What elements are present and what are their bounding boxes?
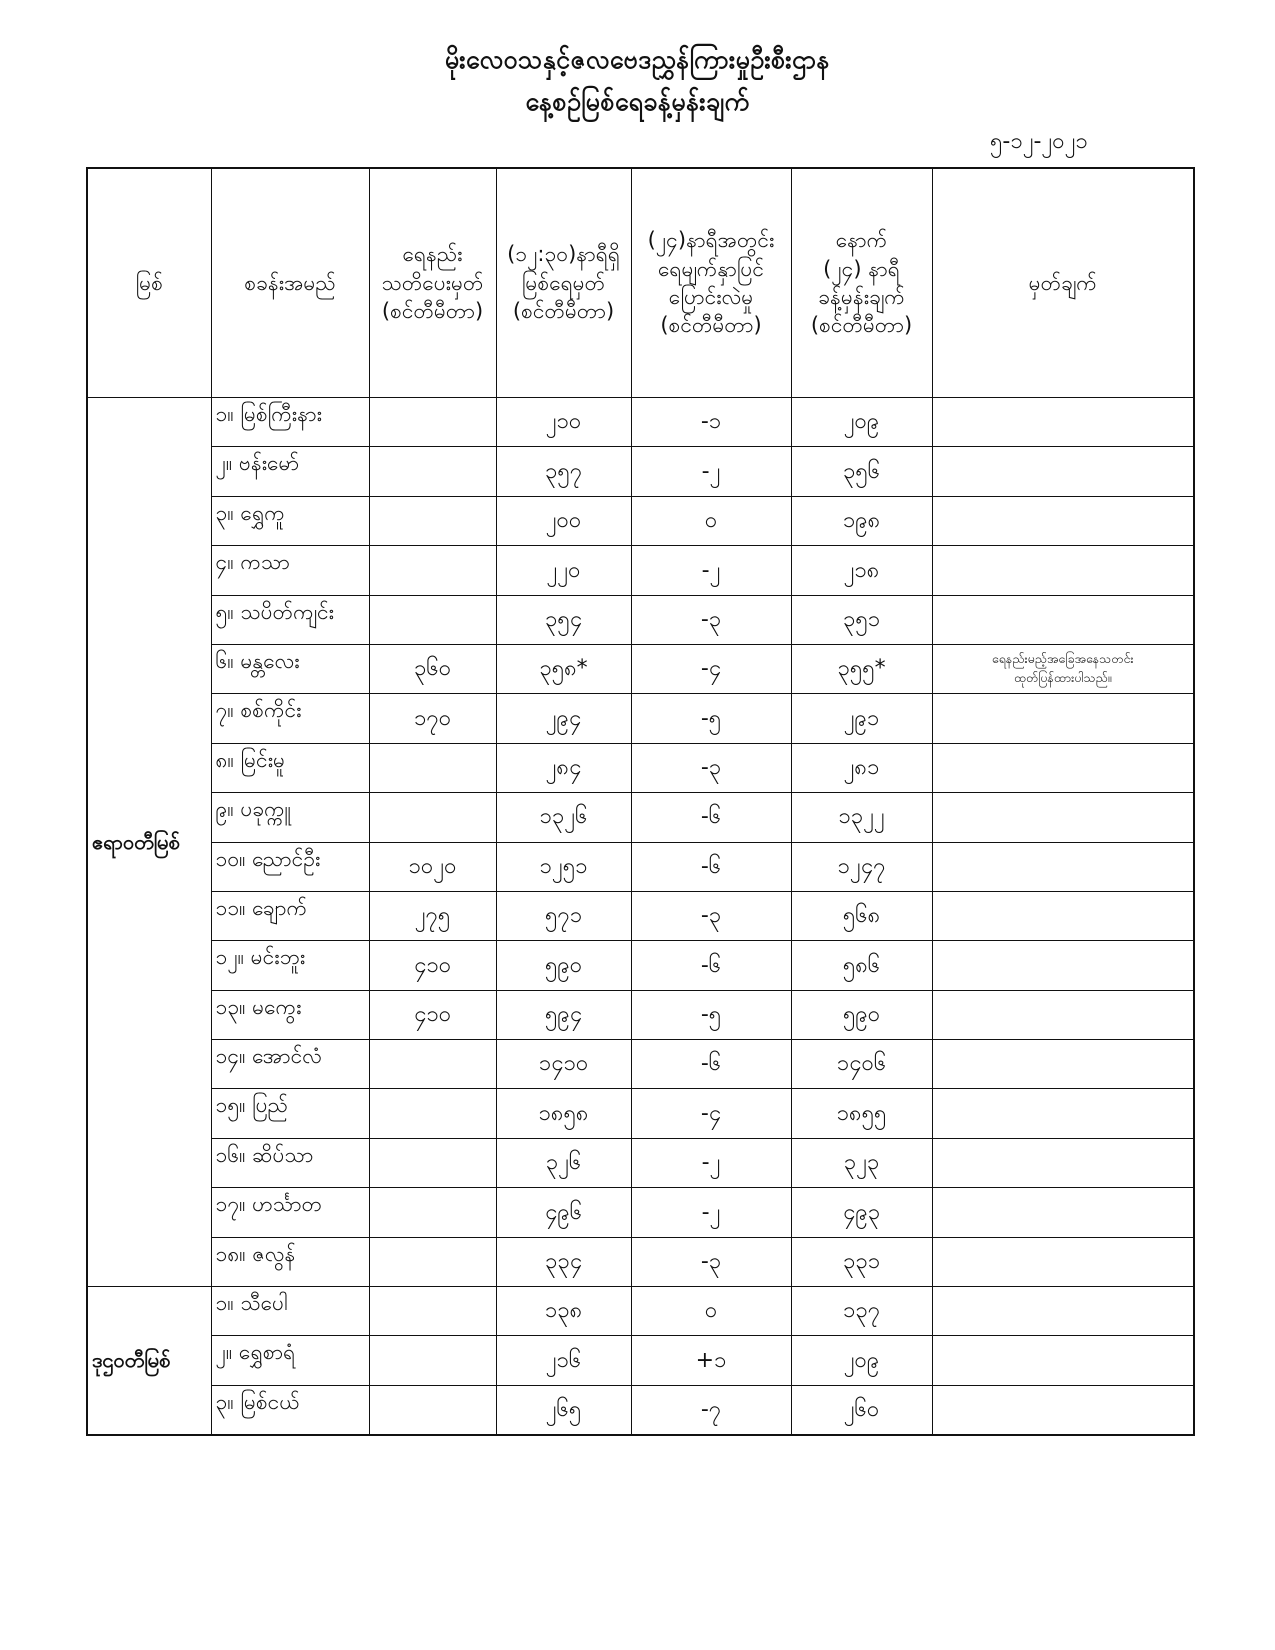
danger-level-cell	[369, 793, 496, 842]
table-row	[87, 1287, 1194, 1336]
header-remark: မှတ်ချက်	[932, 168, 1194, 398]
danger-level-cell	[369, 1385, 496, 1435]
change-cell: -၃	[631, 891, 791, 940]
station-cell: ၈။ မြင်းမူ	[211, 743, 369, 792]
remark-cell	[932, 1336, 1194, 1385]
remark-line: ရေနည်းမည့်အခြေအနေသတင်း	[991, 651, 1134, 667]
remark-cell	[932, 842, 1194, 891]
table-row	[87, 941, 1194, 990]
water-level-cell: ၅၉၄	[496, 990, 631, 1039]
water-level-cell: ၁၃၈	[496, 1287, 631, 1336]
water-level-cell: ၁၈၅၈	[496, 1089, 631, 1138]
header-river: မြစ်	[87, 168, 211, 398]
station-cell: ၁၆။ ဆိပ်သာ	[211, 1138, 369, 1187]
header-change: (၂၄)နာရီအတွင်း ရေမျက်နှာပြင် ပြောင်းလဲမှု (စင်တီမီတာ)	[631, 168, 791, 398]
change-cell: -၃	[631, 595, 791, 644]
station-cell: ၁၈။ ဇလွန်	[211, 1237, 369, 1286]
table-row	[87, 694, 1194, 743]
forecast-cell: ၄၉၃	[791, 1188, 932, 1237]
change-cell: -၆	[631, 941, 791, 990]
station-cell: ၄။ ကသာ	[211, 546, 369, 595]
water-level-cell: ၂၂၀	[496, 546, 631, 595]
remark-cell	[932, 1385, 1194, 1435]
station-cell: ၁၂။ မင်းဘူး	[211, 941, 369, 990]
table-row	[87, 1237, 1194, 1286]
table-row	[87, 1040, 1194, 1089]
danger-level-cell	[369, 1089, 496, 1138]
station-cell: ၁၇။ ဟင်္သာတ	[211, 1188, 369, 1237]
danger-level-cell	[369, 447, 496, 496]
table-row	[87, 595, 1194, 644]
remark-cell	[932, 447, 1194, 496]
remark-cell	[932, 694, 1194, 743]
station-cell: ၁၄။ အောင်လံ	[211, 1040, 369, 1089]
danger-level-cell	[369, 1188, 496, 1237]
table-row	[87, 1336, 1194, 1385]
change-cell: -၆	[631, 1040, 791, 1089]
water-level-cell: ၃၃၄	[496, 1237, 631, 1286]
water-level-cell: ၅၇၁	[496, 891, 631, 940]
remark-cell	[932, 990, 1194, 1039]
table-row	[87, 990, 1194, 1039]
change-cell: -၂	[631, 1188, 791, 1237]
forecast-cell: ၁၃၇	[791, 1287, 932, 1336]
remark-cell	[932, 1089, 1194, 1138]
table-body	[87, 398, 1194, 1436]
danger-level-cell	[369, 1336, 496, 1385]
forecast-cell: ၁၈၅၅	[791, 1089, 932, 1138]
document-date: ၅-၁၂-၂၀၂၁	[990, 129, 1088, 154]
document-subtitle: နေ့စဉ်မြစ်ရေခန့်မှန်းချက်	[525, 87, 750, 116]
change-cell: ၀	[631, 1287, 791, 1336]
forecast-cell: ၅၆၈	[791, 891, 932, 940]
danger-level-cell	[369, 496, 496, 545]
change-cell: -၃	[631, 743, 791, 792]
forecast-cell: ၂၈၁	[791, 743, 932, 792]
change-cell: -၇	[631, 1385, 791, 1435]
table-row	[87, 891, 1194, 940]
danger-level-cell: ၄၁၀	[369, 990, 496, 1039]
header-water-level: (၁၂:၃၀)နာရီရှိ မြစ်ရေမှတ် (စင်တီမီတာ)	[496, 168, 631, 398]
forecast-cell: ၂၀၉	[791, 1336, 932, 1385]
water-level-cell: ၅၉၀	[496, 941, 631, 990]
table-row	[87, 496, 1194, 545]
header-forecast: နောက် (၂၄) နာရီ ခန့်မှန်းချက် (စင်တီမီတာ)	[791, 168, 932, 398]
remark-cell	[932, 595, 1194, 644]
water-level-cell: ၁၄၁၀	[496, 1040, 631, 1089]
forecast-cell: ၂၉၁	[791, 694, 932, 743]
change-cell: -၂	[631, 447, 791, 496]
forecast-cell: ၂၀၉	[791, 398, 932, 447]
table-row	[87, 743, 1194, 792]
table-row	[87, 398, 1194, 447]
remark-cell	[932, 891, 1194, 940]
remark-cell	[932, 1237, 1194, 1286]
header-station: စခန်းအမည်	[211, 168, 369, 398]
station-cell: ၉။ ပခုက္ကူ	[211, 793, 369, 842]
station-cell: ၁၃။ မကွေး	[211, 990, 369, 1039]
river-name-cell: ဧရာဝတီမြစ်	[87, 398, 211, 1287]
remark-cell	[932, 793, 1194, 842]
forecast-cell: ၅၈၆	[791, 941, 932, 990]
station-cell: ၁၀။ ညောင်ဦး	[211, 842, 369, 891]
station-cell: ၁။ မြစ်ကြီးနား	[211, 398, 369, 447]
remark-cell	[932, 546, 1194, 595]
forecast-cell: ၂၁၈	[791, 546, 932, 595]
danger-level-cell	[369, 398, 496, 447]
change-cell: +၁	[631, 1336, 791, 1385]
remark-cell	[932, 1040, 1194, 1089]
water-level-cell: ၁၂၅၁	[496, 842, 631, 891]
forecast-cell: ၁၃၂၂	[791, 793, 932, 842]
table-row	[87, 546, 1194, 595]
danger-level-cell	[369, 1237, 496, 1286]
water-level-cell: ၄၉၆	[496, 1188, 631, 1237]
change-cell: -၃	[631, 1237, 791, 1286]
forecast-cell: ၅၉၀	[791, 990, 932, 1039]
danger-level-cell: ၄၁၀	[369, 941, 496, 990]
forecast-cell: ၃၅၅*	[791, 644, 932, 693]
station-cell: ၃။ ရွှေကူ	[211, 496, 369, 545]
table-row	[87, 1385, 1194, 1435]
danger-level-cell: ၂၇၅	[369, 891, 496, 940]
station-cell: ၇။ စစ်ကိုင်း	[211, 694, 369, 743]
danger-level-cell: ၃၆၀	[369, 644, 496, 693]
remark-cell	[932, 1188, 1194, 1237]
table-row	[87, 793, 1194, 842]
table-row	[87, 1188, 1194, 1237]
danger-level-cell	[369, 595, 496, 644]
remark-cell	[932, 398, 1194, 447]
forecast-cell: ၁၂၄၇	[791, 842, 932, 891]
table-row	[87, 447, 1194, 496]
water-level-cell: ၂၆၅	[496, 1385, 631, 1435]
change-cell: -၂	[631, 1138, 791, 1187]
water-level-cell: ၂၀၀	[496, 496, 631, 545]
forecast-cell: ၁၉၈	[791, 496, 932, 545]
remark-line: ထုတ်ပြန်ထားပါသည်။	[1013, 670, 1112, 686]
danger-level-cell: ၁၀၂၀	[369, 842, 496, 891]
change-cell: -၅	[631, 990, 791, 1039]
forecast-cell: ၃၅၁	[791, 595, 932, 644]
danger-level-cell	[369, 1138, 496, 1187]
change-cell: -၄	[631, 644, 791, 693]
change-cell: ၀	[631, 496, 791, 545]
table-row	[87, 1089, 1194, 1138]
station-cell: ၂။ ရွှေစာရံ	[211, 1336, 369, 1385]
table-row	[87, 1138, 1194, 1187]
station-cell: ၁၅။ ပြည်	[211, 1089, 369, 1138]
station-cell: ၅။ သပိတ်ကျင်း	[211, 595, 369, 644]
danger-level-cell	[369, 546, 496, 595]
remark-cell	[932, 1287, 1194, 1336]
table-row	[87, 842, 1194, 891]
danger-level-cell	[369, 743, 496, 792]
remark-cell	[932, 743, 1194, 792]
table-row	[87, 644, 1194, 693]
forecast-cell: ၃၂၃	[791, 1138, 932, 1187]
water-level-cell: ၂၈၄	[496, 743, 631, 792]
river-level-table	[86, 167, 1195, 1436]
header-danger-level: ရေနည်း သတိပေးမှတ် (စင်တီမီတာ)	[369, 168, 496, 398]
change-cell: -၅	[631, 694, 791, 743]
water-level-cell: ၂၉၄	[496, 694, 631, 743]
forecast-cell: ၃၃၁	[791, 1237, 932, 1286]
change-cell: -၆	[631, 793, 791, 842]
station-cell: ၂။ ဗန်းမော်	[211, 447, 369, 496]
station-cell: ၃။ မြစ်ငယ်	[211, 1385, 369, 1435]
change-cell: -၁	[631, 398, 791, 447]
change-cell: -၂	[631, 546, 791, 595]
water-level-cell: ၁၃၂၆	[496, 793, 631, 842]
danger-level-cell	[369, 1040, 496, 1089]
forecast-cell: ၁၄၀၆	[791, 1040, 932, 1089]
change-cell: -၄	[631, 1089, 791, 1138]
water-level-cell: ၂၁၀	[496, 398, 631, 447]
station-cell: ၁၁။ ချောက်	[211, 891, 369, 940]
water-level-cell: ၃၅၈*	[496, 644, 631, 693]
forecast-cell: ၂၆၀	[791, 1385, 932, 1435]
remark-cell	[932, 941, 1194, 990]
change-cell: -၆	[631, 842, 791, 891]
water-level-cell: ၂၁၆	[496, 1336, 631, 1385]
water-level-cell: ၃၂၆	[496, 1138, 631, 1187]
remark-cell	[932, 644, 1194, 693]
header-row	[87, 168, 1194, 398]
forecast-cell: ၃၅၆	[791, 447, 932, 496]
water-level-cell: ၃၅၇	[496, 447, 631, 496]
station-cell: ၁။ သီပေါ	[211, 1287, 369, 1336]
danger-level-cell	[369, 1287, 496, 1336]
river-name-cell: ဒုဌဝတီမြစ်	[87, 1287, 211, 1436]
document-title: မိုးလေဝသနှင့်ဇလဗေဒညွှန်ကြားမှုဦးစီးဌာန	[444, 45, 831, 74]
water-level-cell: ၃၅၄	[496, 595, 631, 644]
remark-cell	[932, 1138, 1194, 1187]
danger-level-cell: ၁၇၀	[369, 694, 496, 743]
station-cell: ၆။ မန္တလေး	[211, 644, 369, 693]
remark-cell	[932, 496, 1194, 545]
